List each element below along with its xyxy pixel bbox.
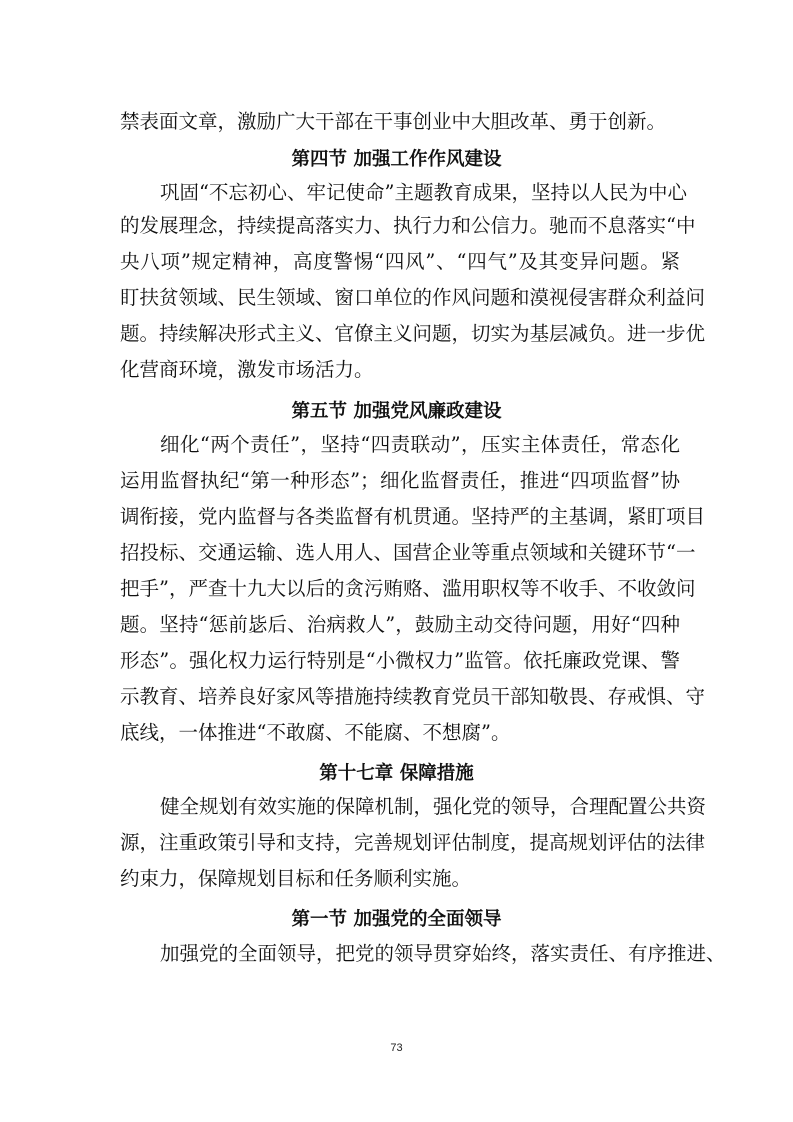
paragraph-line: 的发展理念，持续提高落实力、执行力和公信力。驰而不息落实“中: [120, 214, 696, 237]
paragraph-line: 源，注重政策引导和支持，完善规划评估制度，提高规划评估的法律: [120, 831, 706, 854]
paragraph-line: 健全规划有效实施的保障机制，强化党的领导，合理配置公共资: [160, 795, 707, 818]
paragraph-line: 化营商环境，激发市场活力。: [120, 358, 374, 381]
paragraph-line: 禁表面文章，激励广大干部在干事创业中大胆改革、勇于创新。: [120, 110, 667, 133]
section-heading: 第五节 加强党风廉政建设: [291, 401, 502, 422]
paragraph-line: 加强党的全面领导，把党的领导贯穿始终，落实责任、有序推进、: [160, 942, 726, 965]
paragraph-line: 题。持续解决形式主义、官僚主义问题，切实为基层减负。进一步优: [120, 322, 706, 345]
paragraph-line: 形态”。强化权力运行特别是“小微权力”监管。依托廉政党课、警: [120, 649, 680, 672]
paragraph-line: 把手”，严查十九大以后的贪污贿赂、滥用职权等不收手、不收敛问: [120, 577, 696, 600]
page-number: 73: [390, 1042, 403, 1054]
paragraph-line: 细化“两个责任”，坚持“四责联动”，压实主体责任，常态化: [160, 433, 680, 456]
paragraph-line: 题。坚持“惩前毖后、治病救人”，鼓励主动交待问题，用好“四种: [120, 613, 680, 636]
paragraph-line: 底线，一体推进“不敢腐、不能腐、不想腐”。: [120, 721, 511, 744]
paragraph-line: 示教育、培养良好家风等措施持续教育党员干部知敬畏、存戒惧、守: [120, 685, 706, 708]
paragraph-line: 约束力，保障规划目标和任务顺利实施。: [120, 867, 472, 890]
section-heading: 第一节 加强党的全面领导: [291, 909, 502, 930]
chapter-heading: 第十七章 保障措施: [319, 763, 474, 784]
paragraph-line: 央八项”规定精神，高度警惕“四风”、“四气”及其变异问题。紧: [120, 250, 680, 273]
paragraph-line: 招投标、交通运输、选人用人、国营企业等重点领域和关键环节“一: [120, 541, 696, 564]
section-heading: 第四节 加强工作作风建设: [291, 149, 502, 170]
paragraph-line: 运用监督执纪“第一种形态”；细化监督责任，推进“四项监督”协: [120, 469, 680, 492]
paragraph-line: 调衔接，党内监督与各类监督有机贯通。坚持严的主基调，紧盯项目: [120, 505, 706, 528]
paragraph-line: 盯扶贫领域、民生领域、窗口单位的作风问题和漠视侵害群众利益问: [120, 286, 706, 309]
paragraph-line: 巩固“不忘初心、牢记使命”主题教育成果，坚持以人民为中心: [160, 181, 687, 204]
